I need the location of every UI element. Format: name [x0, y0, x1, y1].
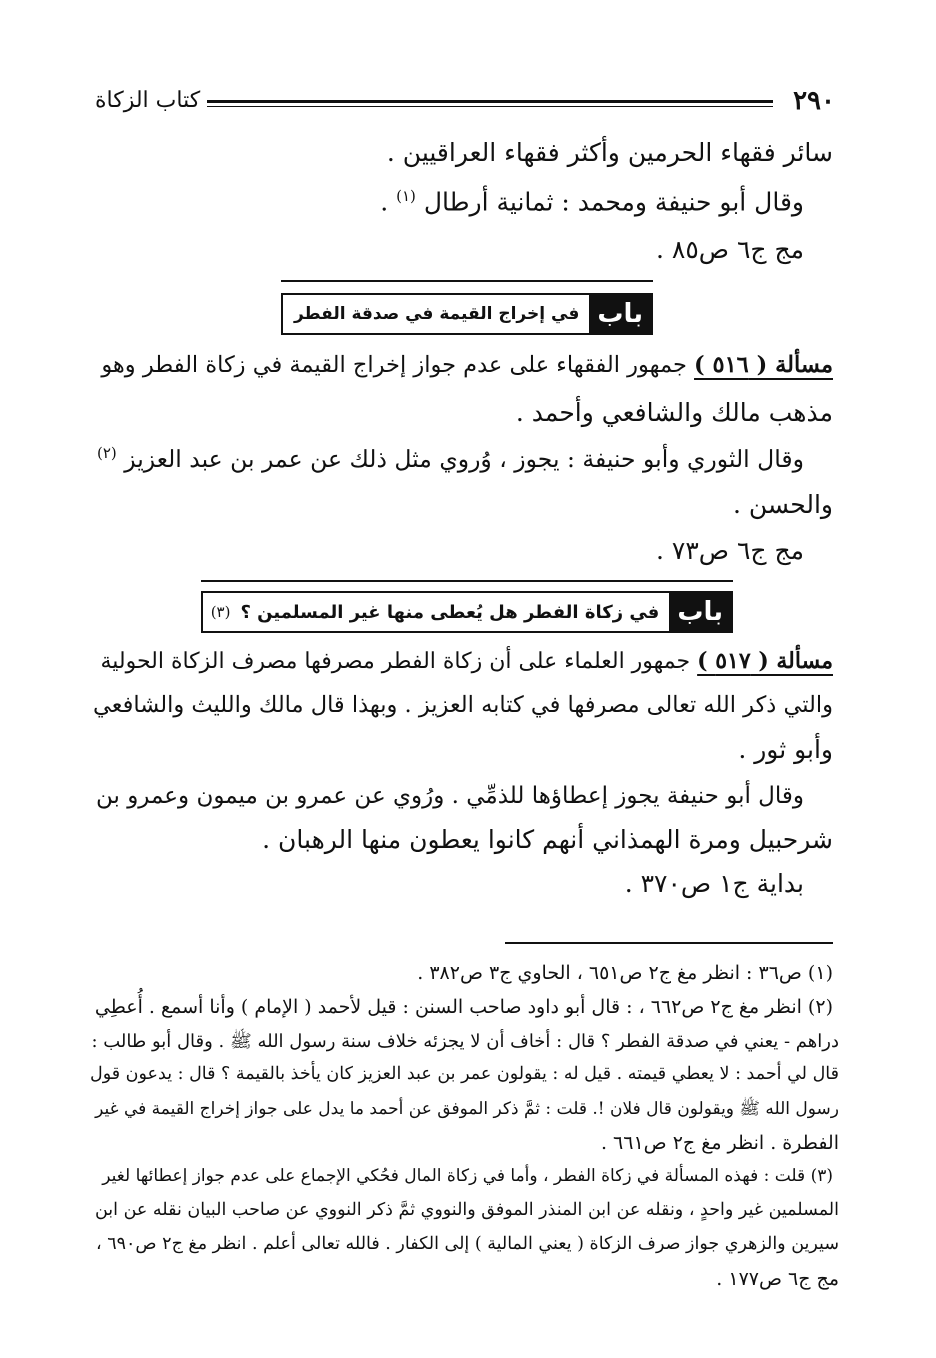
chapter-top-rule: [281, 280, 653, 282]
body-line: مذهب مالك والشافعي وأحمد .: [515, 398, 833, 427]
running-head: كتاب الزكاة: [95, 88, 201, 113]
chapter-heading: [281, 293, 653, 335]
footnote-line: قال لي أحمد : لا يعطي قيمته . قيل له : يقولون عمر بن عبد العزيز كان يأخذ بالقيمة ؟ قال : يدعون قول: [89, 1064, 839, 1084]
body-text: وقال أبو حنيفة ومحمد : ثمانية أرطال: [423, 187, 804, 217]
footnote-line: دراهم - يعني في صدقة الفطر ؟ قال : أخاف أن لا يجزئه خلاف سنة رسول الله ﷺ . وقال أبو طالب :: [91, 1031, 839, 1052]
footnote-line: (٢) انظر مغ ج٢ ص٦٦٢ ، : قال أبو داود صاحب السنن : قيل لأحمد ( الإمام ) وأنا أسمع . أُعطِي: [94, 996, 833, 1018]
footnote-marker[interactable]: (١): [396, 187, 416, 205]
chapter-top-rule: [201, 580, 733, 582]
footnote-marker[interactable]: (٣): [210, 603, 231, 621]
chapter-label: باب: [589, 295, 651, 333]
page-header: [95, 86, 835, 126]
chapter-title: في إخراج القيمة في صدقة الفطر: [293, 304, 580, 324]
footnote-line: المسلمين غير واحدٍ ، ونقله عن ابن المنذر الموفق والنووي ثمَّ ذكر النووي عن صاحب البيان نقله عن ابن: [94, 1200, 839, 1220]
reference-line: مج ج٦ ص٨٥ .: [656, 235, 804, 264]
header-rule: [207, 100, 773, 107]
body-line: والحسن .: [733, 490, 833, 519]
issue-number: مسألة ( ٥١٦ ): [694, 352, 833, 378]
reference-line: مج ج٦ ص٧٣ .: [656, 536, 804, 565]
body-line: والتي ذكر الله تعالى مصرفها في كتابه العزيز . وبهذا قال مالك والليث والشافعي: [92, 692, 833, 718]
chapter-title: في زكاة الفطر هل يُعطى منها غير المسلمين ؟: [240, 601, 660, 623]
footnote-line: الفطرة . انظر مغ ج٢ ص٦٦١ .: [600, 1132, 839, 1154]
body-line: سائر فقهاء الحرمين وأكثر فقهاء العراقيين .: [386, 138, 833, 167]
footnote-marker[interactable]: (٢): [97, 444, 117, 462]
footnote-line: (١) ص٣٦ : انظر مغ ج٢ ص٦٥١ ، الحاوي ج٣ ص٣٨٢ .: [417, 962, 833, 984]
body-line: [97, 444, 804, 473]
body-text: .: [380, 187, 389, 217]
body-line: وأبو ثور .: [738, 735, 833, 764]
body-text: جمهور العلماء على أن زكاة الفطر مصرفها مصرف الزكاة الحولية: [100, 649, 698, 674]
footnote-line: رسول الله ﷺ ويقولون قال فلان !. قلت : ثمَّ ذكر الموفق عن أحمد ما يدل على جواز إخراج القيمة في غير: [95, 1099, 839, 1119]
reference-line: بداية ج١ ص٣٧٠ .: [624, 869, 804, 898]
body-line: [101, 352, 833, 378]
chapter-label: باب: [669, 593, 731, 631]
body-line: شرحبيل ومرة الهمذاني أنهم كانوا يعطون منها الرهبان .: [262, 825, 833, 854]
footnote-separator: [505, 942, 833, 944]
issue-number: مسألة ( ٥١٧ ): [697, 648, 833, 674]
page-number: ٢٩٠: [793, 86, 835, 116]
footnote-line: (٣) قلت : فهذه المسألة في زكاة الفطر ، وأما في زكاة المال فحُكي الإجماع على عدم جواز إعطائها لغير: [102, 1166, 833, 1186]
footnote-line: مج ج٦ ص١٧٧ .: [716, 1268, 839, 1290]
footnote-line: سيرين والزهري جواز صرف الزكاة ( يعني المالية ) إلى الكفار . فالله تعالى أعلم . انظر مغ ج٢ ص٦٩٠ ،: [96, 1234, 839, 1254]
body-text: وقال الثوري وأبو حنيفة : يجوز ، وُروي مثل ذلك عن عمر بن عبد العزيز: [124, 444, 804, 473]
body-line: [100, 648, 833, 674]
chapter-heading: [201, 591, 733, 633]
body-line: [380, 187, 804, 216]
body-text: جمهور الفقهاء على عدم جواز إخراج القيمة في زكاة الفطر وهو: [101, 352, 695, 378]
body-line: وقال أبو حنيفة يجوز إعطاؤها للذمِّي . ورُوي عن عمرو بن ميمون وعمرو بن: [95, 783, 804, 809]
